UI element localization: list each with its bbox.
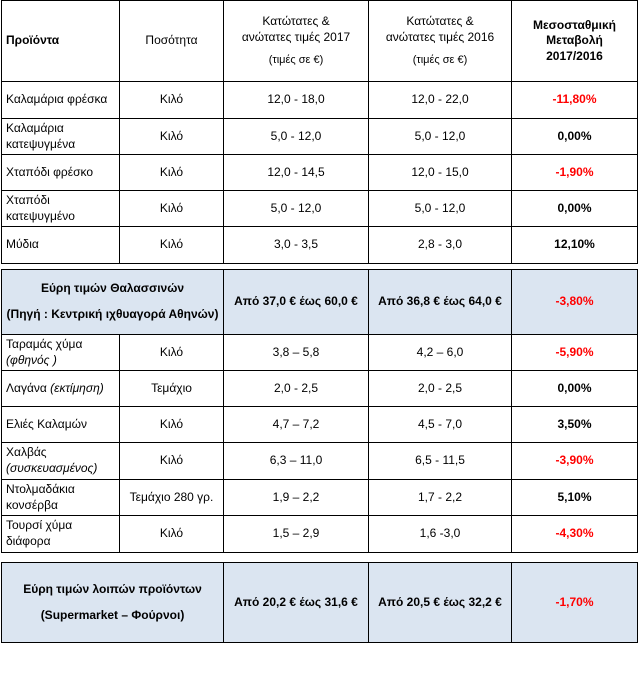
price-2016-cell: 1,7 - 2,2 xyxy=(369,480,512,516)
change-cell: 3,50% xyxy=(512,407,638,443)
price-2017-cell: 12,0 - 14,5 xyxy=(224,155,369,191)
header-prices-2017 xyxy=(224,1,369,82)
quantity-cell: Κιλό xyxy=(120,407,224,443)
spacer-row xyxy=(2,553,638,563)
product-name: Τουρσί χύμα διάφορα xyxy=(6,518,73,548)
table-row xyxy=(2,443,638,480)
price-2016-cell: 2,8 - 3,0 xyxy=(369,227,512,264)
header-row xyxy=(2,1,638,82)
price-2017-cell: 2,0 - 2,5 xyxy=(224,371,369,407)
summary-change: -3,80% xyxy=(512,270,638,335)
price-2017-cell: 5,0 - 12,0 xyxy=(224,119,369,155)
summary-change: -1,70% xyxy=(512,563,638,643)
product-name: Λαγάνα xyxy=(6,380,47,395)
change-cell: -4,30% xyxy=(512,516,638,553)
product-name-cell xyxy=(2,119,120,155)
product-name-cell xyxy=(2,82,120,119)
change-cell: -3,90% xyxy=(512,443,638,480)
price-2017-cell: 12,0 - 18,0 xyxy=(224,82,369,119)
change-cell: 12,10% xyxy=(512,227,638,264)
header-prices-2016 xyxy=(369,1,512,82)
product-name-cell xyxy=(2,155,120,191)
seafood-summary-row xyxy=(2,270,638,335)
price-2016-cell: 12,0 - 22,0 xyxy=(369,82,512,119)
header-avg-change: Μεσοσταθμική Μεταβολή 2017/2016 xyxy=(512,1,638,82)
table-row xyxy=(2,335,638,371)
product-name: Ντολμαδάκια κονσέρβα xyxy=(6,481,75,512)
table-row xyxy=(2,155,638,191)
product-name-cell xyxy=(2,516,120,553)
product-name-cell xyxy=(2,407,120,443)
header-prices-2017-label: Κατώτατες & ανώτατες τιμές 2017 xyxy=(241,14,351,44)
change-cell: -1,90% xyxy=(512,155,638,191)
header-unit-note-2017: (τιμές σε €) xyxy=(268,54,324,67)
product-name: Μύδια xyxy=(6,237,39,252)
header-quantity: Ποσότητα xyxy=(120,1,224,82)
product-name-cell xyxy=(2,191,120,227)
product-name: Καλαμάρια φρέσκα xyxy=(6,92,108,107)
table-row xyxy=(2,480,638,516)
other-summary-row xyxy=(2,563,638,643)
price-2016-cell: 4,5 - 7,0 xyxy=(369,407,512,443)
price-2017-cell: 3,0 - 3,5 xyxy=(224,227,369,264)
price-2017-cell: 3,8 – 5,8 xyxy=(224,335,369,371)
price-2016-cell: 12,0 - 15,0 xyxy=(369,155,512,191)
summary-range-2017: Από 20,2 € έως 31,6 € xyxy=(224,563,369,643)
quantity-cell: Κιλό xyxy=(120,82,224,119)
table-row xyxy=(2,119,638,155)
price-2016-cell: 5,0 - 12,0 xyxy=(369,119,512,155)
product-name: Ελιές Καλαμών xyxy=(6,416,87,431)
product-name: Καλαμάρια κατεψυγμένα xyxy=(6,120,76,151)
quantity-cell: Τεμάχιο 280 γρ. xyxy=(120,480,224,516)
price-2017-cell: 6,3 – 11,0 xyxy=(224,443,369,480)
change-cell: 5,10% xyxy=(512,480,638,516)
table-row xyxy=(2,516,638,553)
product-name-note: (φθηνός ) xyxy=(6,352,57,367)
product-name-cell xyxy=(2,371,120,407)
product-name-cell xyxy=(2,227,120,264)
price-2017-cell: 5,0 - 12,0 xyxy=(224,191,369,227)
summary-range-2016: Από 20,5 € έως 32,2 € xyxy=(369,563,512,643)
product-name-cell xyxy=(2,443,120,480)
table-row xyxy=(2,371,638,407)
product-name: Χταπόδι φρέσκο xyxy=(6,164,94,179)
product-name: Ταραμάς χύμα xyxy=(6,336,83,351)
price-comparison-table xyxy=(1,0,638,643)
price-2017-cell: 4,7 – 7,2 xyxy=(224,407,369,443)
quantity-cell: Κιλό xyxy=(120,119,224,155)
price-2016-cell: 4,2 – 6,0 xyxy=(369,335,512,371)
summary-label-cell xyxy=(2,270,224,335)
change-cell: -11,80% xyxy=(512,82,638,119)
quantity-cell: Κιλό xyxy=(120,516,224,553)
price-2016-cell: 6,5 - 11,5 xyxy=(369,443,512,480)
summary-label-cell xyxy=(2,563,224,643)
summary-range-2016: Από 36,8 € έως 64,0 € xyxy=(369,270,512,335)
summary-source: (Supermarket – Φούρνοι) xyxy=(40,607,185,622)
header-unit-note-2016: (τιμές σε €) xyxy=(412,54,468,67)
product-name-note: (εκτίμηση) xyxy=(50,380,104,395)
product-name: Χταπόδι κατεψυγμένο xyxy=(6,192,75,223)
quantity-cell: Κιλό xyxy=(120,443,224,480)
change-cell: -5,90% xyxy=(512,335,638,371)
header-prices-2016-label: Κατώτατες & ανώτατες τιμές 2016 xyxy=(385,14,495,44)
price-2016-cell: 5,0 - 12,0 xyxy=(369,191,512,227)
table-row xyxy=(2,227,638,264)
summary-label: Εύρη τιμών λοιπών προϊόντων xyxy=(23,581,202,596)
quantity-cell: Τεμάχιο xyxy=(120,371,224,407)
product-name-cell xyxy=(2,335,120,371)
change-cell: 0,00% xyxy=(512,119,638,155)
table-row xyxy=(2,191,638,227)
change-cell: 0,00% xyxy=(512,371,638,407)
spacer-cell xyxy=(2,553,638,563)
quantity-cell: Κιλό xyxy=(120,335,224,371)
quantity-cell: Κιλό xyxy=(120,227,224,264)
quantity-cell: Κιλό xyxy=(120,191,224,227)
header-product: Προϊόντα xyxy=(2,1,120,82)
product-name: Χαλβάς xyxy=(6,445,47,460)
summary-source: (Πηγή : Κεντρική ιχθυαγορά Αθηνών) xyxy=(6,307,219,321)
price-2017-cell: 1,9 – 2,2 xyxy=(224,480,369,516)
change-cell: 0,00% xyxy=(512,191,638,227)
table-row xyxy=(2,82,638,119)
product-name-note: (συσκευασμένος) xyxy=(6,461,98,475)
table-row xyxy=(2,407,638,443)
summary-range-2017: Από 37,0 € έως 60,0 € xyxy=(224,270,369,335)
quantity-cell: Κιλό xyxy=(120,155,224,191)
summary-label: Εύρη τιμών Θαλασσινών xyxy=(40,281,185,296)
product-name-cell xyxy=(2,480,120,516)
price-2016-cell: 2,0 - 2,5 xyxy=(369,371,512,407)
price-2016-cell: 1,6 -3,0 xyxy=(369,516,512,553)
price-2017-cell: 1,5 – 2,9 xyxy=(224,516,369,553)
